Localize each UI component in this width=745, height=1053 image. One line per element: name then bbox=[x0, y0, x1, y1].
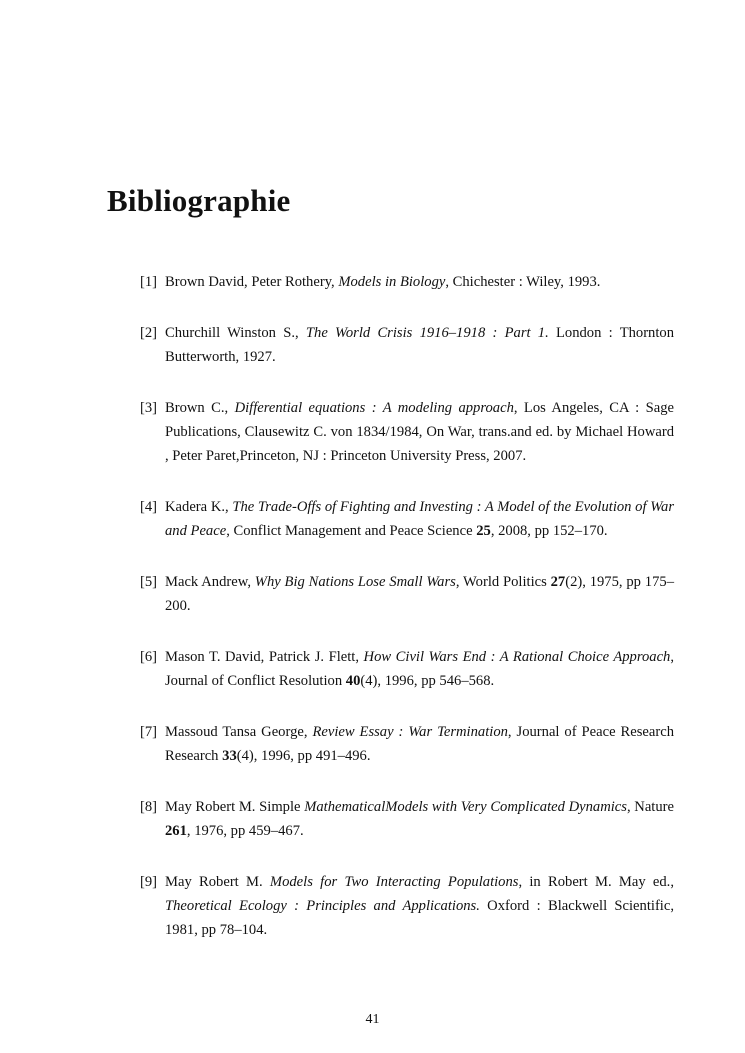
reference-title: The Trade-Offs of Fighting and Investing : A Model of the Evolution of War and Peace bbox=[165, 499, 674, 539]
reference-text bbox=[165, 274, 600, 290]
reference-entry bbox=[140, 870, 674, 942]
reference-title: The World Crisis 1916–1918 : Part 1. bbox=[305, 325, 549, 341]
reference-text bbox=[165, 574, 674, 614]
reference-segment: (2), 1975, pp 175–200. bbox=[165, 574, 674, 614]
reference-segment: May Robert M. Simple bbox=[165, 799, 305, 815]
reference-entry bbox=[140, 396, 674, 468]
reference-title: Review Essay : War Termination bbox=[312, 724, 508, 740]
reference-segment: , Nature bbox=[626, 799, 674, 815]
reference-title: MathematicalModels with Very Complicated Dynamics bbox=[304, 799, 627, 815]
reference-entry bbox=[140, 321, 674, 369]
reference-entry bbox=[140, 570, 674, 618]
reference-number: [3] bbox=[140, 400, 158, 416]
reference-number: [6] bbox=[140, 649, 158, 665]
reference-number: [5] bbox=[140, 574, 158, 590]
reference-number: [1] bbox=[140, 274, 158, 290]
reference-text bbox=[165, 874, 674, 938]
reference-entry bbox=[140, 795, 674, 843]
reference-title: How Civil Wars End : A Rational Choice Approach bbox=[363, 649, 671, 665]
bibliography-list bbox=[140, 270, 674, 969]
reference-segment: Mason T. David, Patrick J. Flett, bbox=[165, 649, 364, 665]
reference-volume: 261 bbox=[165, 823, 187, 839]
reference-segment: , Chichester : Wiley, 1993. bbox=[445, 274, 601, 290]
reference-entry bbox=[140, 495, 674, 543]
reference-segment: (4), 1996, pp 491–496. bbox=[236, 748, 371, 764]
reference-title: Differential equations : A modeling approach bbox=[234, 400, 514, 416]
reference-title: Why Big Nations Lose Small Wars bbox=[254, 574, 456, 590]
reference-segment: , Conflict Management and Peace Science bbox=[226, 523, 477, 539]
reference-segment: , Journal of Conflict Resolution bbox=[165, 649, 675, 689]
reference-text bbox=[165, 325, 674, 365]
reference-title: Theoretical Ecology : Principles and Applications. bbox=[165, 898, 480, 914]
reference-segment: , in Robert M. May ed., bbox=[518, 874, 674, 890]
reference-number: [4] bbox=[140, 499, 158, 515]
reference-title: Models in Biology bbox=[338, 274, 446, 290]
reference-volume: 40 bbox=[345, 673, 361, 689]
page-title: Bibliographie bbox=[107, 183, 291, 218]
reference-number: [9] bbox=[140, 874, 158, 890]
reference-segment: , 2008, pp 152–170. bbox=[490, 523, 608, 539]
reference-segment: May Robert M. bbox=[165, 874, 270, 890]
reference-text bbox=[165, 724, 674, 764]
reference-entry bbox=[140, 720, 674, 768]
reference-segment: , 1976, pp 459–467. bbox=[186, 823, 304, 839]
page-number: 41 bbox=[365, 1012, 380, 1027]
reference-segment: Brown C., bbox=[165, 400, 235, 416]
reference-entry bbox=[140, 270, 674, 294]
reference-segment: London : Thornton Butterworth, 1927. bbox=[165, 325, 675, 365]
reference-entry bbox=[140, 645, 674, 693]
reference-number: [8] bbox=[140, 799, 158, 815]
reference-segment: Churchill Winston S., bbox=[165, 325, 306, 341]
reference-segment: Kadera K., bbox=[165, 499, 233, 515]
reference-volume: 25 bbox=[476, 523, 491, 539]
reference-text bbox=[165, 499, 674, 539]
reference-segment: Massoud Tansa George, bbox=[165, 724, 313, 740]
reference-segment: (4), 1996, pp 546–568. bbox=[360, 673, 495, 689]
reference-number: [2] bbox=[140, 325, 158, 341]
reference-segment: Mack Andrew, bbox=[165, 574, 255, 590]
reference-text bbox=[165, 400, 674, 464]
reference-volume: 27 bbox=[550, 574, 566, 590]
reference-segment: , Journal of Peace Research Research bbox=[165, 724, 674, 764]
reference-text bbox=[165, 799, 674, 839]
reference-segment: Oxford : Blackwell Scientific, 1981, pp 78–104. bbox=[165, 898, 674, 938]
reference-number: [7] bbox=[140, 724, 158, 740]
reference-segment: , Los Angeles, CA : Sage Publications, Clausewitz C. von 1834/1984, On War, trans.and ed. by Michael Howard , Peter Paret,Princeton, NJ : Princeton University Press, 2007. bbox=[165, 400, 674, 464]
reference-volume: 33 bbox=[222, 748, 237, 764]
reference-segment: Brown David, Peter Rothery, bbox=[165, 274, 339, 290]
reference-segment: , World Politics bbox=[455, 574, 551, 590]
reference-title: Models for Two Interacting Populations bbox=[269, 874, 519, 890]
reference-text bbox=[165, 649, 674, 689]
